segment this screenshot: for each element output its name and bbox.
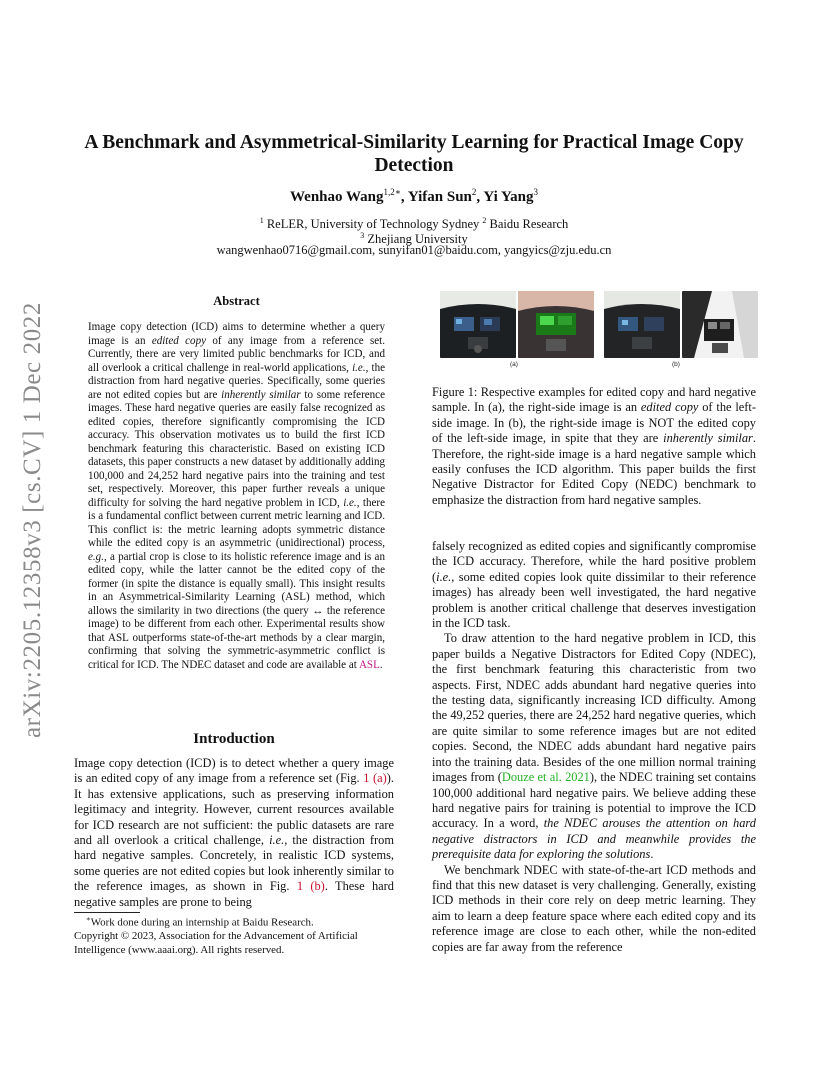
abstract-text: Image copy detection (ICD) aims to determine whether a query image is an edited copy of any image from a reference set. Currently, there are very limited public benchmarks for ICD, and all overlook a critical challenge in real-world applications, i.e., the distraction from hard negative queries. Specifically, some queries are not edited copies but are inherently similar to some reference images. These hard negative queries are easily false recognized as edited copies, therefore significantly compromising the ICD accuracy. This observation motivates us to build the first ICD benchmark featuring this characteristic. Based on existing ICD datasets, this paper constructs a new dataset by additionally adding 100,000 and 24,252 hard negative pairs into the training and test set, respectively. Moreover, this paper further reveals a unique difficulty for solving the hard negative problem in ICD, i.e., there is a fundamental conflict between current metric learning and ICD. This conflict is: the metric learning adopts symmetric distance while the edited copy is an asymmetric (unidirectional) process, e.g., a partial crop is close to its holistic reference image and is an edited copy, while the latter cannot be the edited copy of the former (in spite the distance is equally small). This insight results in an Asymmetrical-Similarity Learning (ASL) method, which allows the similarity in two directions (the query ↔ the reference image) to be different from each other. Experimental results show that ASL outperforms state-of-the-art methods by a clear margin, confirming that solving the symmetric-asymmetric conflict is critical for ICD. The NDEC dataset and code are available at ASL.	[88, 321, 385, 671]
section-heading-introduction: Introduction	[193, 731, 275, 747]
figure-label-a: (a)	[510, 361, 518, 368]
paragraph: To draw attention to the hard negative problem in ICD, this paper builds a Negative Distractors for Edited Copy (NDEC), the first benchmark featuring this characteristic from two aspects. First, NDEC adds abundant hard negative queries into the testing data, significantly increasing ICD difficulty. Among the 49,252 queries, there are 24,252 hard negative queries, which are quite similar to some reference images but are not edited copies. Second, the NDEC adds abundant hard negative pairs into the training data. Besides of the one million normal training images from (Douze et al. 2021), the NDEC training set contains 100,000 additional hard negative pairs. We believe adding these hard negative pairs for training is potential to improve the ICD accuracy. In a word, the NDEC arouses the attention on hard negative distractors in ICD and meanwhile provides the prerequisite data for exploring the solutions.	[432, 631, 756, 862]
arxiv-identifier: arXiv:2205.12358v3 [cs.CV] 1 Dec 2022	[19, 301, 46, 739]
author-emails: wangwenhao0716@gmail.com, sunyifan01@baidu.com, yangyics@zju.edu.cn	[216, 243, 612, 257]
affiliation-line: $^3$ Zhejiang University	[360, 231, 468, 247]
figure-image-b-original	[604, 291, 680, 358]
figure-ref-link[interactable]: 1 (a)	[363, 771, 387, 786]
paragraph: We benchmark NDEC with state-of-the-art ICD methods and find that this new dataset is very challenging. Generally, existing ICD methods in their core rely on deep metric learning. They aim to learn a deep feature space where each edited copy and its reference image are close to each other, while the non-edited copies are far away from the reference	[432, 862, 756, 954]
author-name: Yi Yang	[483, 189, 534, 205]
introduction-text: Image copy detection (ICD) is to detect whether a query image is an edited copy of any image from a reference set (Fig. 1 (a)). It has extensive applications, such as preserving information legitimacy and integrity. However, current resources available for ICD research are not sufficient: the public datasets are rare and all overlook a critical challenge, i.e., the distraction from hard negative samples. Concretely, in realistic ICD systems, some queries are not edited copies but look inherently similar to the reference images, as shown in Fig. 1 (b). These hard negative samples are prone to being	[74, 756, 395, 909]
paper-title: A Benchmark and Asymmetrical-Similarity Learning for Practical Image Copy Detection	[84, 132, 744, 176]
author-name: Wenhao Wang	[289, 189, 384, 205]
paragraph: falsely recognized as edited copies and significantly compromise the ICD accuracy. Therefore, while the hard positive problem (i.e., some edited copies look quite dissimilar to their reference images) has already been well investigated, the hard negative problem is another critical challenge that deserves investigation in the ICD task.	[432, 539, 756, 631]
figure-label-b: (b)	[672, 361, 680, 368]
affiliation-line: $^1$ ReLER, University of Technology Sydney $^2$ Baidu Research	[259, 216, 569, 232]
copyright-notice: Copyright © 2023, Association for the Advancement of Artificial Intelligence (www.aaai.org). All rights reserved.	[74, 930, 358, 957]
right-column-text	[432, 539, 756, 955]
footnote: ∗Work done during an internship at Baidu Research. Copyright © 2023, Association for the Advancement of Artificial Intelligence (www.aaai.org). All rights reserved.	[74, 913, 398, 958]
figure-caption: Figure 1: Respective examples for edited copy and hard negative sample. In (a), the right-side image is an edited copy of the left-side image. In (b), the right-side image is NOT the edited copy of the left-side image, in spite that they are inherently similar. Therefore, the right-side image is a hard negative sample which easily confuses the ICD algorithm. This paper builds the first Negative Distractor for Edited Copy (NEDC) benchmark to emphasize the distraction from hard negative samples.	[432, 385, 757, 507]
figure-ref-link[interactable]: 1 (b)	[296, 879, 325, 894]
abstract-heading: Abstract	[213, 294, 260, 308]
author-list: Wenhao Wang$^{1,2∗}$, Yifan Sun$^2$, Yi Yang$^3$	[289, 187, 538, 205]
author-name: Yifan Sun	[407, 189, 472, 205]
figure-image-a-original	[440, 291, 516, 358]
figure-image-b-hard-negative	[682, 291, 758, 358]
figure-image-a-edited	[518, 291, 594, 358]
figure-1	[436, 291, 756, 371]
citation-link[interactable]: Douze et al. 2021	[501, 770, 590, 785]
code-link[interactable]: ASL	[358, 658, 380, 671]
